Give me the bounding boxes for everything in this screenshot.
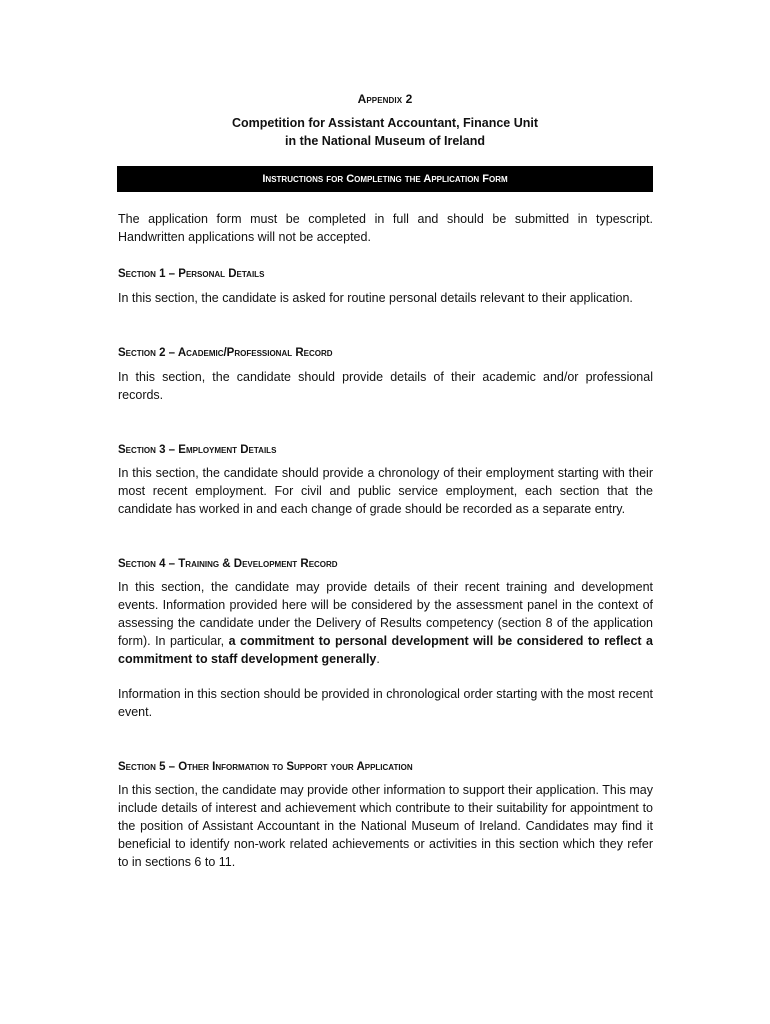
section-5-heading: Section 5 – Other Information to Support your Application <box>118 761 413 773</box>
section-4-body-text: In this section, the candidate may provide details of their recent training and development events. Information provided here will be considered by the assessment panel in the context of assessing the candidate under the Delivery of Results competency (section 8 of the application form). In particular, <box>118 580 653 648</box>
section-3-heading: Section 3 – Employment Details <box>118 444 277 456</box>
section-4-body <box>118 578 653 668</box>
section-4-heading: Section 4 – Training & Development Record <box>118 558 338 570</box>
title-line-1: Competition for Assistant Accountant, Finance Unit <box>231 116 539 130</box>
section-4-body-2: Information in this section should be provided in chronological order starting with the most recent event. <box>118 687 653 719</box>
document-title <box>0 114 770 150</box>
intro-paragraph: The application form must be completed in full and should be submitted in typescript. Handwritten applications will not be accepted. <box>118 212 653 244</box>
section-4-body-emphasis: a commitment to personal development will be considered to reflect a commitment to staff development generally <box>118 634 653 666</box>
appendix-label: Appendix 2 <box>357 92 413 106</box>
section-2-body: In this section, the candidate should provide details of their academic and/or professional records. <box>118 370 653 402</box>
section-2-heading: Section 2 – Academic/Professional Record <box>118 347 333 359</box>
section-5-body: In this section, the candidate may provide other information to support their application. This may include details of interest and achievement which contribute to their suitability for appointment to the position of Assistant Accountant in the National Museum of Ireland. Candidates may find it beneficial to identify non-work related achievements or activities in this section which they refer to in sections 6 to 11. <box>118 783 653 869</box>
section-1-body: In this section, the candidate is asked for routine personal details relevant to their application. <box>118 291 633 305</box>
section-3-body: In this section, the candidate should provide a chronology of their employment starting with their most recent employment. For civil and public service employment, each section that the candidate has worked in and each change of grade should be recorded as a separate entry. <box>118 466 653 516</box>
title-line-2: in the National Museum of Ireland <box>284 134 486 148</box>
instructions-banner: Instructions for Completing the Application Form <box>117 166 653 192</box>
section-1-heading: Section 1 – Personal Details <box>118 268 265 280</box>
section-4-body-end: . <box>376 652 380 666</box>
